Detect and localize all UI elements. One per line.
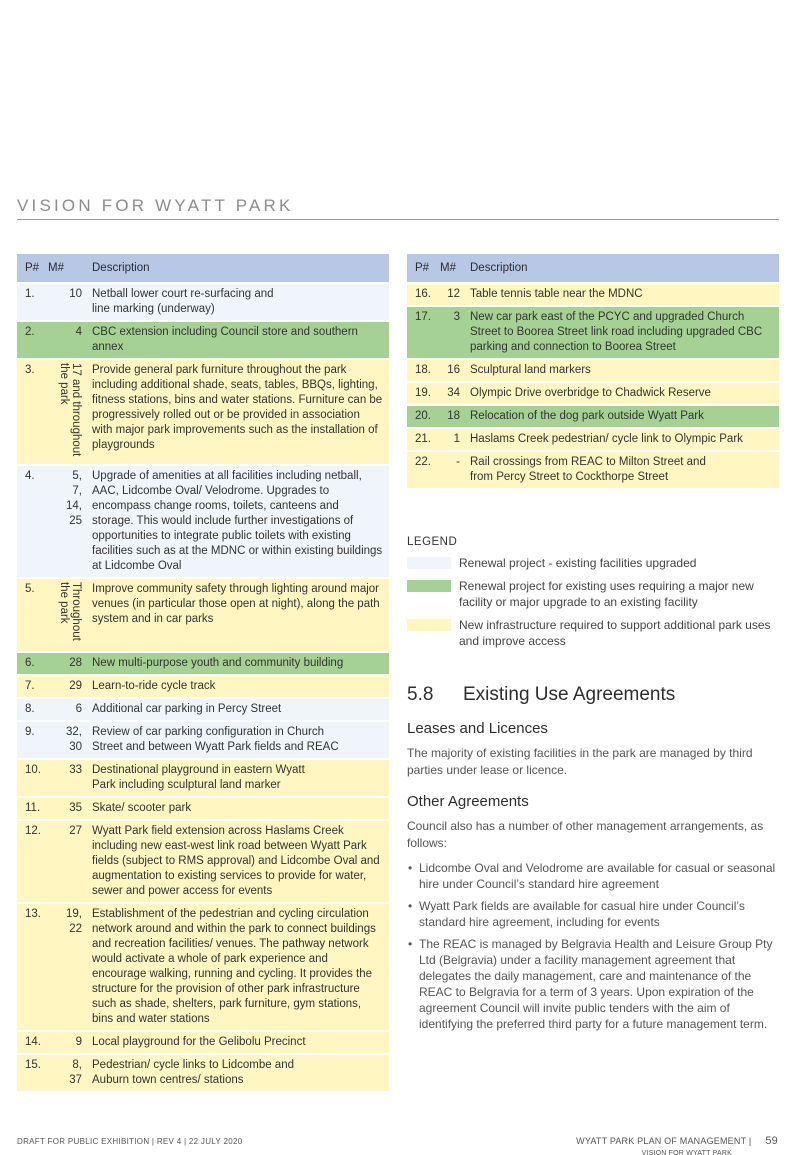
cell-p-number: 15. bbox=[17, 1055, 48, 1091]
cell-description: Upgrade of amenities at all facilities including netball, AAC, Lidcombe Oval/ Velodrome. Upgrades to encompass change rooms, toilets, canteens and storage. This would include further investigations of opportunities to integrate public toilets with existing facilities such as at the MDNC or within existing buildings at Lidcombe Oval bbox=[88, 466, 389, 577]
list-item: • Wyatt Park fields are available for casual hire under Council’s standard hire agreement, including for events bbox=[407, 898, 785, 930]
cell-description: Skate/ scooter park bbox=[88, 798, 389, 819]
footer-document-title: WYATT PARK PLAN OF MANAGEMENT | bbox=[576, 1136, 752, 1146]
cell-description: Rail crossings from REAC to Milton Street and from Percy Street to Cockthorpe Street bbox=[466, 452, 779, 488]
section-heading bbox=[407, 684, 785, 706]
cell-p-number: 18. bbox=[407, 360, 440, 381]
legend-text: Renewal project - existing facilities upgraded bbox=[459, 556, 697, 570]
cell-m-number bbox=[48, 579, 88, 651]
cell-p-number: 17. bbox=[407, 307, 440, 358]
legend-item-renewal bbox=[407, 555, 787, 571]
cell-m-number: 8, 37 bbox=[48, 1055, 88, 1091]
cell-m-number: 16 bbox=[440, 360, 466, 381]
table-row bbox=[17, 722, 389, 758]
table-row bbox=[17, 798, 389, 819]
cell-description: Netball lower court re-surfacing and line marking (underway) bbox=[88, 284, 389, 320]
cell-p-number: 7. bbox=[17, 676, 48, 697]
cell-p-number: 2. bbox=[17, 322, 48, 358]
cell-p-number: 14. bbox=[17, 1032, 48, 1053]
projects-table-right bbox=[407, 252, 779, 490]
cell-description: Provide general park furniture throughout the park including additional shade, seats, tables, BBQs, lighting, fitness stations, bins and water stations. Furniture can be progressively rolled out or be provided in association with major park improvements such as the installation of playgrounds bbox=[88, 360, 389, 464]
section-title: Existing Use Agreements bbox=[463, 684, 676, 705]
cell-p-number: 11. bbox=[17, 798, 48, 819]
cell-m-number-rotated: Throughout the park bbox=[58, 582, 82, 641]
cell-description: Destinational playground in eastern Wyatt Park including sculptural land marker bbox=[88, 760, 389, 796]
footer-draft-note: DRAFT FOR PUBLIC EXHIBITION | REV 4 | 22 JULY 2020 bbox=[17, 1137, 243, 1146]
legend-text: New infrastructure required to support additional park uses and improve access bbox=[459, 618, 771, 648]
cell-description: Relocation of the dog park outside Wyatt Park bbox=[466, 406, 779, 427]
cell-description: CBC extension including Council store and southern annex bbox=[88, 322, 389, 358]
subheading-leases: Leases and Licences bbox=[407, 720, 548, 737]
paragraph-other-agreements: Council also has a number of other management arrangements, as follows: bbox=[407, 819, 764, 850]
legend-title: LEGEND bbox=[407, 536, 458, 548]
legend-swatch-new bbox=[407, 619, 451, 631]
cell-p-number: 13. bbox=[17, 904, 48, 1030]
footer-section-name: VISION FOR WYATT PARK bbox=[641, 1150, 732, 1155]
cell-description: New car park east of the PCYC and upgraded Church Street to Boorea Street link road including upgraded CBC parking and connection to Boorea Street bbox=[466, 307, 779, 358]
cell-m-number: 34 bbox=[440, 383, 466, 404]
cell-m-number: 3 bbox=[440, 307, 466, 358]
cell-m-number: 35 bbox=[48, 798, 88, 819]
table-row bbox=[407, 406, 779, 427]
section-number: 5.8 bbox=[407, 684, 434, 705]
table-row bbox=[17, 676, 389, 697]
paragraph-leases: The majority of existing facilities in the park are managed by third parties under lease or licence. bbox=[407, 746, 753, 777]
table-row bbox=[17, 284, 389, 320]
cell-p-number: 10. bbox=[17, 760, 48, 796]
table-row bbox=[17, 821, 389, 902]
header-description: Description bbox=[88, 254, 389, 282]
cell-p-number: 19. bbox=[407, 383, 440, 404]
table-row bbox=[407, 360, 779, 381]
cell-m-number bbox=[48, 360, 88, 464]
header-m-number: M# bbox=[48, 254, 88, 282]
list-item: • The REAC is managed by Belgravia Health and Leisure Group Pty Ltd (Belgravia) under a facility management agreement that delegates the daily management, care and maintenance of the REAC to Belgravia for a term of 3 years. Upon expiration of the agreement Council will invite public tenders with the aim of identifying the preferred third party for a future management term. bbox=[407, 936, 785, 1032]
header-m-number: M# bbox=[440, 254, 466, 282]
cell-p-number: 3. bbox=[17, 360, 48, 464]
legend-item-new bbox=[407, 617, 787, 649]
cell-description: Learn-to-ride cycle track bbox=[88, 676, 389, 697]
agreements-list bbox=[407, 860, 785, 1032]
table-row bbox=[17, 360, 389, 464]
legend-swatch-renewal bbox=[407, 557, 451, 569]
header-description: Description bbox=[466, 254, 779, 282]
cell-p-number: 12. bbox=[17, 821, 48, 902]
cell-description: Sculptural land markers bbox=[466, 360, 779, 381]
cell-description: Table tennis table near the MDNC bbox=[466, 284, 779, 305]
cell-m-number: - bbox=[440, 452, 466, 488]
legend-item-major bbox=[407, 578, 787, 610]
section-existing-use-agreements bbox=[407, 684, 785, 1038]
table-row bbox=[17, 1055, 389, 1091]
table-row bbox=[17, 653, 389, 674]
page-title: VISION FOR WYATT PARK bbox=[17, 196, 779, 220]
cell-m-number: 10 bbox=[48, 284, 88, 320]
cell-m-number: 1 bbox=[440, 429, 466, 450]
table-header-row bbox=[17, 254, 389, 282]
cell-description: Pedestrian/ cycle links to Lidcombe and Auburn town centres/ stations bbox=[88, 1055, 389, 1091]
cell-m-number: 33 bbox=[48, 760, 88, 796]
cell-p-number: 4. bbox=[17, 466, 48, 577]
cell-m-number: 4 bbox=[48, 322, 88, 358]
table-row bbox=[17, 466, 389, 577]
cell-m-number: 32, 30 bbox=[48, 722, 88, 758]
cell-description: Olympic Drive overbridge to Chadwick Reserve bbox=[466, 383, 779, 404]
cell-p-number: 6. bbox=[17, 653, 48, 674]
legend-swatch-major bbox=[407, 580, 451, 592]
cell-m-number: 18 bbox=[440, 406, 466, 427]
cell-p-number: 20. bbox=[407, 406, 440, 427]
legend bbox=[407, 536, 787, 656]
page-number: 59 bbox=[765, 1135, 778, 1147]
table-row bbox=[407, 284, 779, 305]
cell-m-number: 9 bbox=[48, 1032, 88, 1053]
header-p-number: P# bbox=[407, 254, 440, 282]
cell-p-number: 5. bbox=[17, 579, 48, 651]
table-row bbox=[407, 383, 779, 404]
table-row bbox=[17, 904, 389, 1030]
cell-m-number: 29 bbox=[48, 676, 88, 697]
legend-text: Renewal project for existing uses requiring a major new facility or major upgrade to an existing facility bbox=[459, 579, 754, 609]
cell-p-number: 8. bbox=[17, 699, 48, 720]
cell-m-number: 12 bbox=[440, 284, 466, 305]
table-row bbox=[407, 307, 779, 358]
cell-description: Additional car parking in Percy Street bbox=[88, 699, 389, 720]
cell-description: Establishment of the pedestrian and cycling circulation network around and within the park to connect buildings and recreation facilities/ venues. The pathway network would activate a whole of park experience and encourage walking, running and cycling. It provides the structure for the provision of other park infrastructure such as shade, shelters, park furniture, gym stations, bins and water stations bbox=[88, 904, 389, 1030]
table-row bbox=[17, 322, 389, 358]
list-item: • Lidcombe Oval and Velodrome are available for casual or seasonal hire under Council’s standard hire agreement bbox=[407, 860, 785, 892]
table-row bbox=[17, 1032, 389, 1053]
footer-right bbox=[576, 1135, 778, 1155]
table-row bbox=[17, 579, 389, 651]
cell-m-number-rotated: 17 and throughout the park bbox=[58, 363, 82, 457]
subheading-other-agreements: Other Agreements bbox=[407, 793, 529, 810]
cell-p-number: 16. bbox=[407, 284, 440, 305]
cell-description: Improve community safety through lighting around major venues (in particular those open at night), along the path system and in car parks bbox=[88, 579, 389, 651]
cell-description: Wyatt Park field extension across Haslams Creek including new east-west link road between Wyatt Park fields (subject to RMS approval) and Lidcombe Oval and augmentation to existing services to provide for water, sewer and power access for events bbox=[88, 821, 389, 902]
table-row bbox=[407, 452, 779, 488]
header-p-number: P# bbox=[17, 254, 48, 282]
projects-table-left bbox=[17, 252, 389, 1093]
cell-m-number: 6 bbox=[48, 699, 88, 720]
cell-description: Review of car parking configuration in Church Street and between Wyatt Park fields and REAC bbox=[88, 722, 389, 758]
cell-p-number: 1. bbox=[17, 284, 48, 320]
table-header-row bbox=[407, 254, 779, 282]
cell-description: Local playground for the Gelibolu Precinct bbox=[88, 1032, 389, 1053]
cell-m-number: 28 bbox=[48, 653, 88, 674]
cell-m-number: 19, 22 bbox=[48, 904, 88, 1030]
table-row bbox=[407, 429, 779, 450]
cell-m-number: 5, 7, 14, 25 bbox=[48, 466, 88, 577]
cell-p-number: 21. bbox=[407, 429, 440, 450]
cell-description: Haslams Creek pedestrian/ cycle link to Olympic Park bbox=[466, 429, 779, 450]
table-row bbox=[17, 760, 389, 796]
cell-description: New multi-purpose youth and community building bbox=[88, 653, 389, 674]
cell-p-number: 22. bbox=[407, 452, 440, 488]
cell-m-number: 27 bbox=[48, 821, 88, 902]
table-row bbox=[17, 699, 389, 720]
cell-p-number: 9. bbox=[17, 722, 48, 758]
